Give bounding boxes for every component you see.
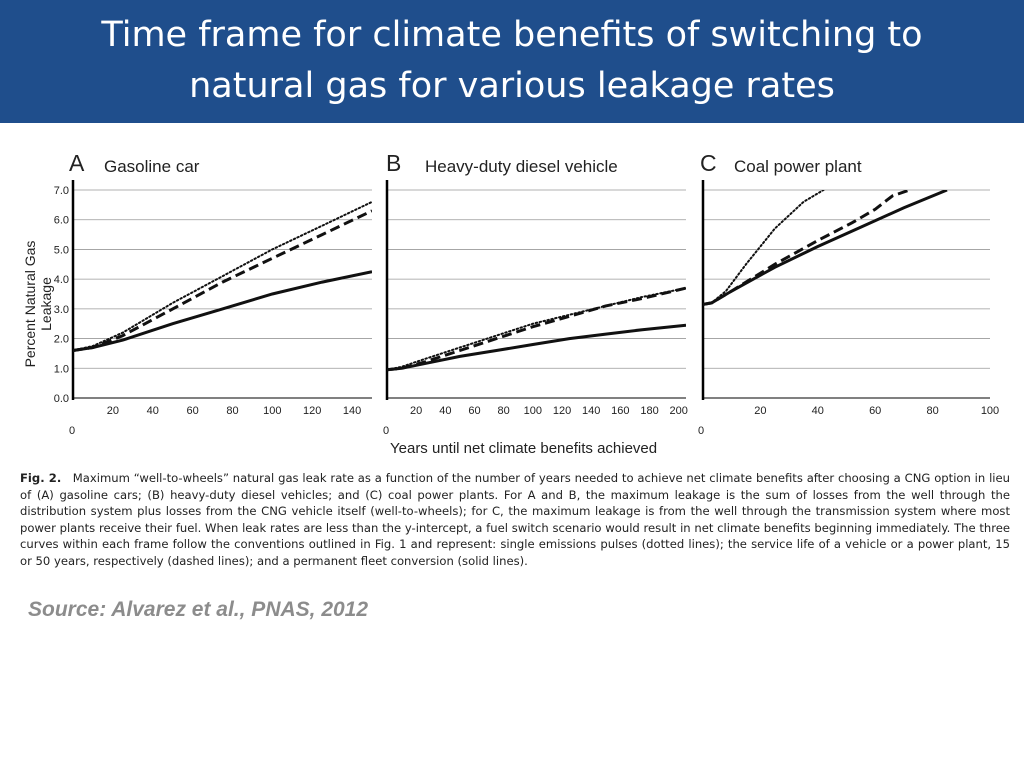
panel-b-series-solid [387,325,686,370]
panel-c-x-origin-label: 0 [697,425,705,437]
panel-b-x-tick-label: 120 [552,405,572,417]
panel-b-letter: B [386,150,402,176]
panel-a-x-origin-label: 0 [68,425,76,437]
caption-text: Maximum “well-to-wheels” natural gas leak rate as a function of the number of years needed to achieve net climate benefits after choosing a CNG option in lieu of (A) gasoline cars; (B) heavy-duty diesel vehicles; and (C) coal power plants. For A and B, the maximum leakage is the sum of losses from the well through the distribution system plus losses from the CNG vehicle itself (well-to-wheels); for C, the maximum leakage is from the well through the transmission system where most power plants receive their fuel. When leak rates are less than the y-intercept, a fuel switch scenario would result in net climate benefits beginning immediately. The three curves within each frame follow the conventions outlined in Fig. 1 and represent: single emissions pulses (dotted lines); the service life of a vehicle or a power plant, 15 or 50 years, respectively (dashed lines); and a permanent fleet conversion (solid lines). [20,471,1011,568]
panel-a-x-tick-label: 20 [106,405,119,417]
panel-a-x-tick-label: 80 [226,405,239,417]
panel-a-title: Gasoline car [104,157,200,176]
slide-title-line-1: Time frame for climate benefits of switching to [101,15,923,55]
panel-a-y-tick-label: 7.0 [53,185,69,197]
panel-b-x-tick-label: 180 [640,405,659,417]
source-citation: Source: Alvarez et al., PNAS, 2012 [28,598,369,621]
panel-c-series-dotted [703,190,824,304]
panel-c-letter: C [700,150,717,176]
panel-c-series-dashed [703,190,910,304]
panel-a-x-tick-label: 60 [186,405,199,417]
panel-a-y-tick-label: 0.0 [53,393,69,405]
panel-c-series-solid [703,190,947,304]
panel-a-y-tick-label: 2.0 [53,333,69,346]
panel-a-y-tick-label: 5.0 [53,244,69,257]
panel-b-x-tick-label: 20 [410,405,423,417]
panel-b-x-tick-label: 160 [611,405,630,417]
panel-c-x-tick-label: 20 [754,405,767,417]
panel-a-letter: A [69,150,85,176]
panel-a-y-tick-label: 4.0 [53,274,69,287]
panel-c-x-tick-label: 100 [980,405,1000,417]
caption-label: Fig. 2. [20,471,62,485]
y-axis-label: Percent Natural Gas Leakage [22,240,54,368]
slide-title-line-2: natural gas for various leakage rates [189,66,835,106]
panel-c-x-tick-label: 40 [811,405,824,417]
panel-b-x-tick-label: 100 [523,405,543,417]
panel-b-title: Heavy-duty diesel vehicle [425,157,618,176]
panel-b-x-tick-label: 200 [669,405,688,417]
panel-a-x-tick-label: 100 [263,405,282,417]
panel-b-x-tick-label: 80 [497,405,510,417]
panel-a-x-tick-label: 140 [342,405,362,417]
panel-a-y-tick-label: 1.0 [53,363,69,376]
panel-c-x-tick-label: 80 [926,405,939,417]
panel-a-y-tick-label: 3.0 [53,303,69,316]
panel-a-y-tick-label: 6.0 [53,214,69,227]
panel-a-series-dotted [73,202,372,351]
panel-b-x-tick-label: 40 [439,405,452,417]
panel-b-x-tick-label: 60 [468,405,481,417]
panel-a-x-tick-label: 120 [303,405,322,417]
x-axis-label: Years until net climate benefits achieved [390,440,658,457]
panel-b-x-tick-label: 140 [582,405,601,417]
panel-b-x-origin-label: 0 [382,425,390,437]
panel-c-x-tick-label: 60 [869,405,882,417]
panel-a-x-tick-label: 40 [146,405,159,417]
panel-c-title: Coal power plant [734,157,862,176]
figure-caption [20,470,1010,570]
